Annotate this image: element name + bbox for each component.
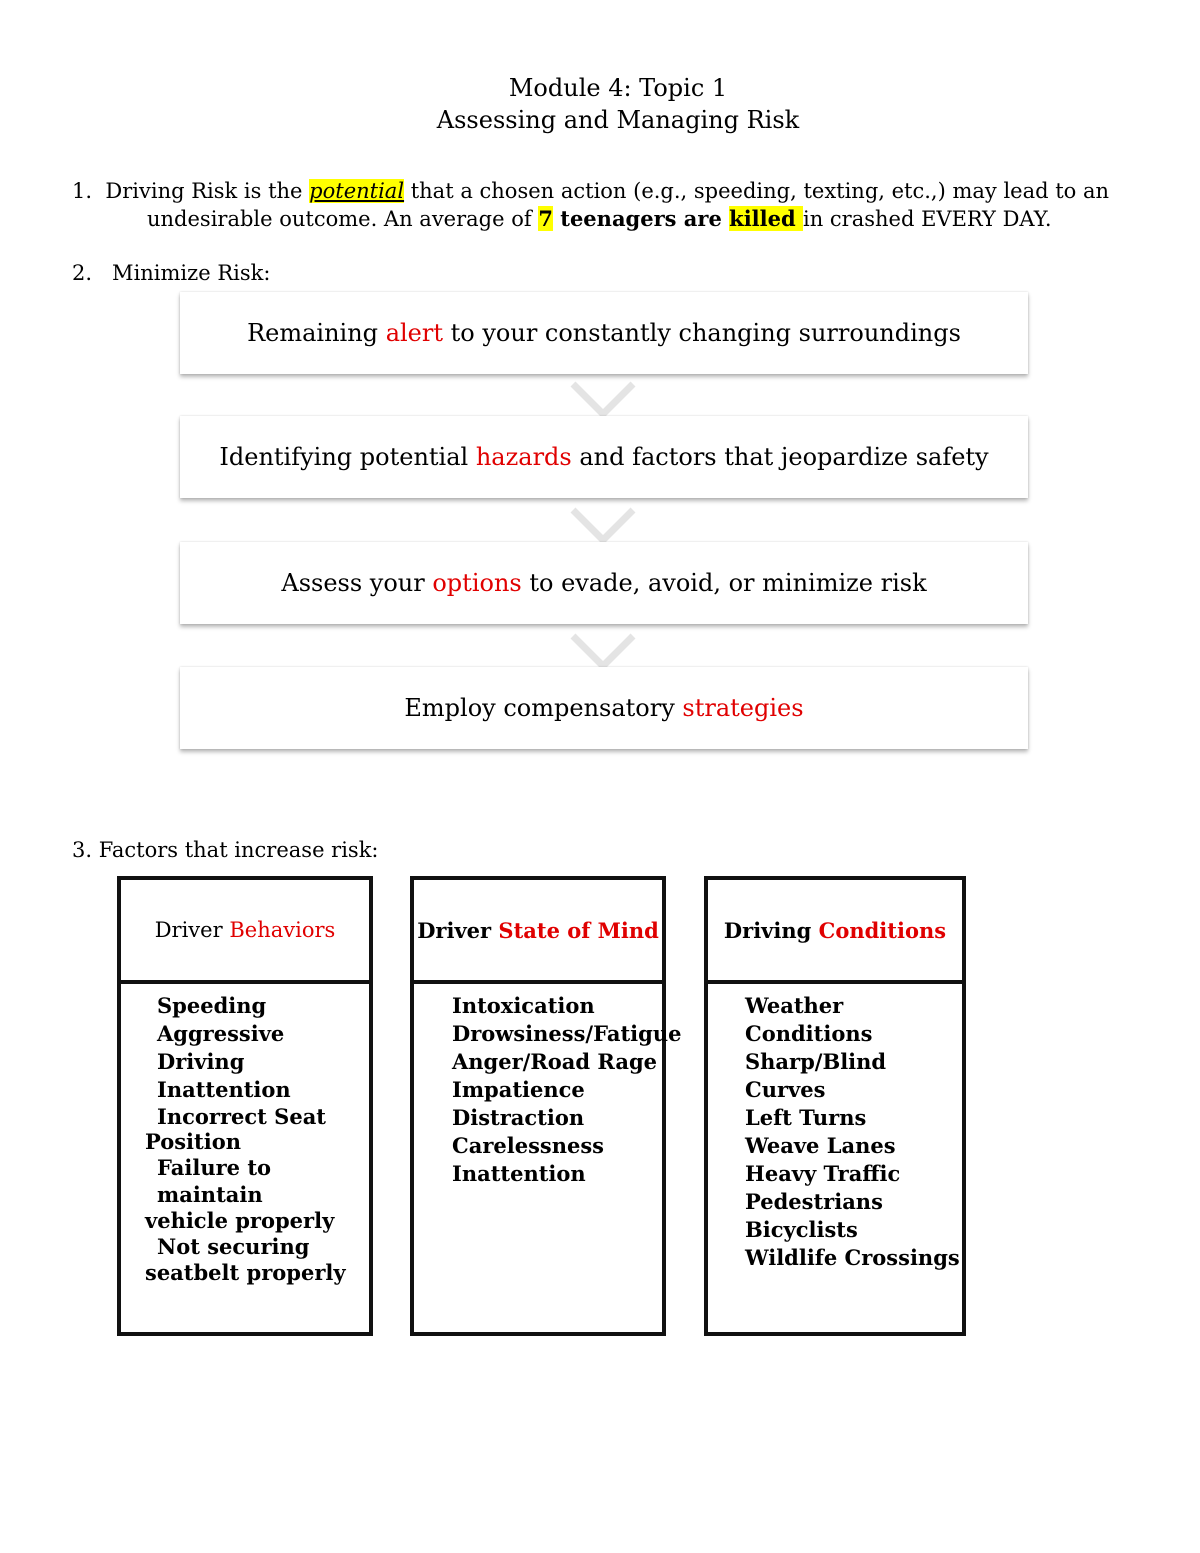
flow-step-alert (180, 292, 1028, 374)
flow-step-key: options (432, 569, 522, 597)
list-item: Aggressive Driving (157, 1021, 285, 1074)
chevron-down-icon (570, 380, 636, 420)
factor-list (121, 984, 369, 1285)
flow-step-pre: Remaining (247, 319, 386, 347)
column-header (708, 880, 962, 984)
item1-text-a: Driving Risk is the (105, 179, 310, 203)
list-item: Carelessness (452, 1133, 605, 1158)
seven-highlight: 7 (538, 206, 553, 231)
list-item: Speeding (157, 993, 267, 1018)
column-header-pre: Driving (723, 917, 819, 943)
list-item: seatbelt properly (145, 1260, 346, 1285)
list-item: Impatience (452, 1077, 585, 1102)
list-item: Failure to maintain (157, 1155, 272, 1207)
column-header-pre: Driver (417, 917, 499, 943)
flow-step-key: hazards (475, 443, 572, 471)
list-item: Drowsiness/Fatigue (452, 1021, 682, 1046)
list-item: Inattention (157, 1077, 291, 1102)
killed-highlight: killed (729, 206, 803, 231)
list-item: Incorrect Seat (157, 1104, 327, 1129)
flow-step-pre: Assess your (281, 569, 433, 597)
flow-step-options (180, 542, 1028, 624)
column-header-key: Behaviors (229, 918, 336, 942)
flow-step-strategies (180, 667, 1028, 749)
column-header (414, 880, 662, 984)
column-header-key: Conditions (818, 917, 947, 943)
page-subtitle: Assessing and Managing Risk (436, 106, 800, 134)
list-item: Wildlife Crossings (745, 1245, 960, 1270)
item1-number: 1. (72, 179, 93, 203)
chevron-down-icon (570, 506, 636, 546)
list-item: vehicle properly (145, 1208, 335, 1233)
flow-step-post: to your constantly changing surroundings (443, 319, 961, 347)
flow-step-post: to evade, avoid, or minimize risk (521, 569, 927, 597)
flow-step-key: alert (385, 319, 443, 347)
list-item: Bicyclists (745, 1217, 858, 1242)
list-item: Distraction (452, 1105, 585, 1130)
column-header-pre: Driver (154, 918, 230, 942)
flow-step-pre: Employ compensatory (404, 694, 683, 722)
potential-highlight: potential (309, 179, 405, 203)
list-item: Not securing (157, 1234, 310, 1259)
flow-step-hazards (180, 416, 1028, 498)
chevron-down-icon (570, 632, 636, 672)
list-item: Weave Lanes (745, 1133, 896, 1158)
list-item: Weather Conditions (745, 993, 873, 1046)
list-item: Sharp/Blind Curves (745, 1049, 887, 1102)
item1-text-b: that a chosen action (e.g., speeding, texting, etc.,) may lead to an (404, 179, 1110, 203)
factor-column-behaviors (117, 876, 373, 1336)
list-item: Anger/Road Rage (452, 1049, 657, 1074)
flow-step-post: and factors that jeopardize safety (571, 443, 989, 471)
page-title: Module 4: Topic 1 (508, 74, 728, 102)
item3-label: 3. Factors that increase risk: (72, 838, 379, 862)
list-item: Heavy Traffic (745, 1161, 901, 1186)
column-header-key: State of Mind (498, 917, 659, 943)
list-item: Inattention (452, 1161, 586, 1186)
column-header (121, 880, 369, 984)
list-item: Position (145, 1129, 241, 1154)
item2-label: 2. Minimize Risk: (72, 261, 271, 285)
item1-line2 (147, 206, 1052, 231)
flow-step-pre: Identifying potential (219, 443, 476, 471)
list-item: Intoxication (452, 993, 595, 1018)
item1-line1 (72, 179, 1109, 203)
list-item: Pedestrians (745, 1189, 883, 1214)
factor-list (708, 984, 962, 1272)
item1-text-c: undesirable outcome. An average of (147, 207, 539, 231)
item1-text-e: in crashed EVERY DAY. (802, 207, 1052, 231)
item1-text-d: teenagers are (552, 206, 730, 231)
factor-column-conditions (704, 876, 966, 1336)
flow-step-key: strategies (682, 694, 804, 722)
factor-list (414, 984, 682, 1188)
list-item: Left Turns (745, 1105, 867, 1130)
factor-column-state-of-mind (410, 876, 682, 1336)
